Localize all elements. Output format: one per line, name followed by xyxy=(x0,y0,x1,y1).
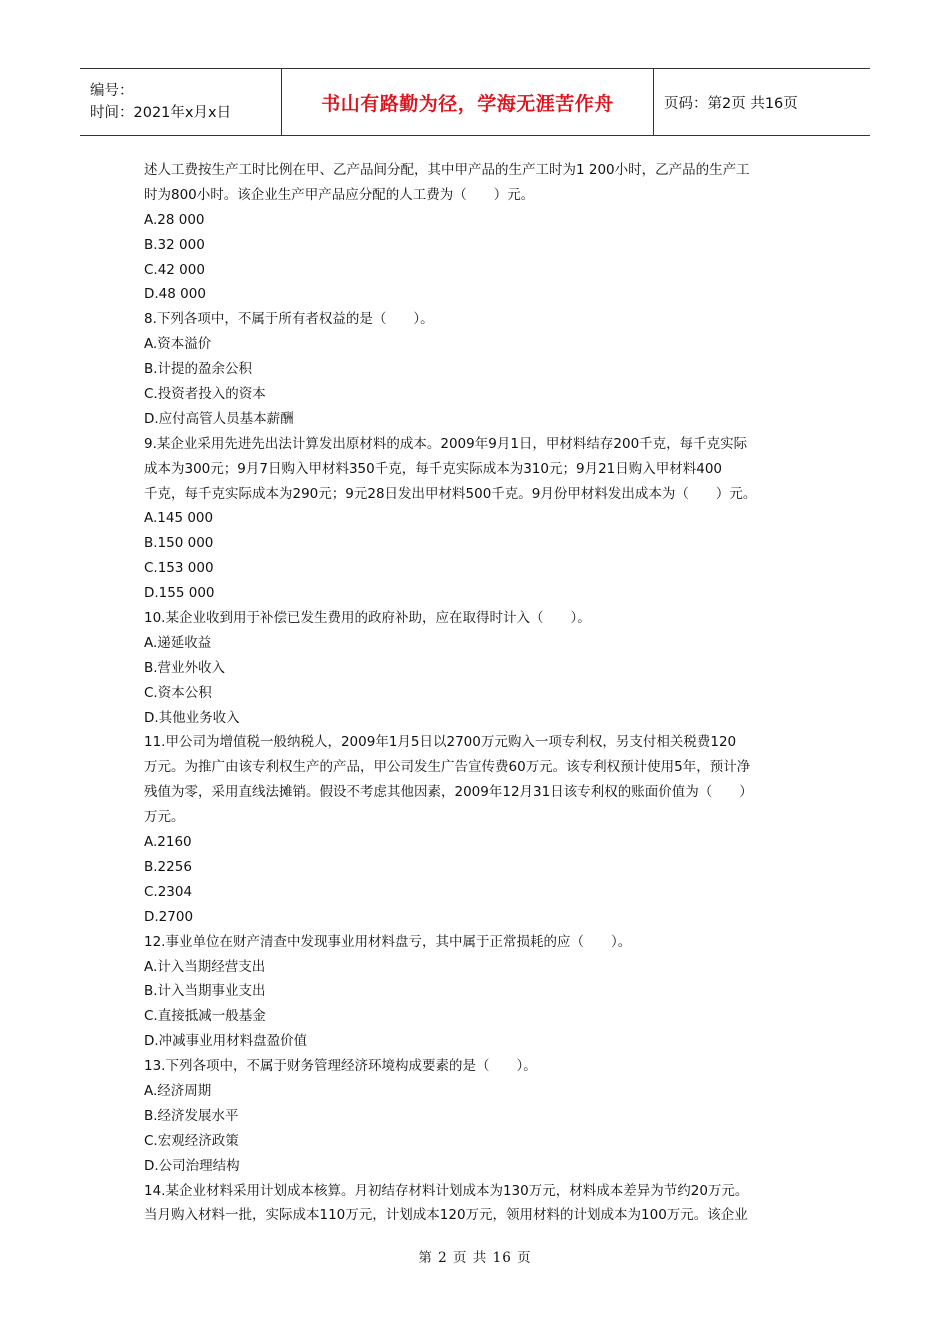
text-line: B.150 000 xyxy=(144,535,214,552)
document-body xyxy=(144,158,810,1228)
text-line: B.计提的盈余公积 xyxy=(144,361,253,378)
text-line: B.32 000 xyxy=(144,236,205,253)
page-footer: 第 2 页 共 16 页 xyxy=(418,1250,532,1266)
text-line: 11.甲公司为增值税一般纳税人，2009年1月5日以2700万元购入一项专利权，另支付相关税费120 xyxy=(144,734,737,751)
text-line: C.2304 xyxy=(144,883,193,900)
text-line: 千克，每千克实际成本为290元；9元28日发出甲材料500千克。9月份甲材料发出成本为（ ）元。 xyxy=(144,485,757,502)
text-line: 成本为300元；9月7日购入甲材料350千克，每千克实际成本为310元；9月21日购入甲材料400 xyxy=(144,460,723,477)
text-line: D.其他业务收入 xyxy=(144,709,240,726)
text-line: B.营业外收入 xyxy=(144,659,226,676)
text-line: B.计入当期事业支出 xyxy=(144,983,266,1000)
text-line: 时为800小时。该企业生产甲产品应分配的人工费为（ ）元。 xyxy=(144,186,535,203)
text-line: A.经济周期 xyxy=(144,1082,212,1099)
header-motto: 书山有路勤为径，学海无涯苦作舟 xyxy=(282,69,654,135)
document-number-label: 编号： xyxy=(90,83,134,99)
text-line: C.153 000 xyxy=(144,560,214,577)
text-line: 9.某企业采用先进先出法计算发出原材料的成本。2009年9月1日，甲材料结存200千克，每千克实际 xyxy=(144,435,748,452)
header-page-indicator: 页码：第2页 共16页 xyxy=(664,95,798,112)
text-line: B.经济发展水平 xyxy=(144,1107,239,1124)
text-line: 述人工费按生产工时比例在甲、乙产品间分配，其中甲产品的生产工时为1 200小时，乙产品的生产工 xyxy=(144,162,750,178)
page-header xyxy=(80,68,870,136)
text-line: A.2160 xyxy=(144,834,192,851)
text-line: 8.下列各项中，不属于所有者权益的是（ ）。 xyxy=(144,311,434,328)
text-line: 万元。为推广由该专利权生产的产品，甲公司发生广告宣传费60万元。该专利权预计使用5年，预计净 xyxy=(144,759,751,776)
text-line: 13.下列各项中，不属于财务管理经济环境构成要素的是（ ）。 xyxy=(144,1058,537,1075)
text-line: 万元。 xyxy=(144,809,185,826)
text-line: D.48 000 xyxy=(144,286,206,303)
text-line: D.2700 xyxy=(144,908,194,925)
header-meta xyxy=(80,69,282,135)
text-line: 14.某企业材料采用计划成本核算。月初结存材料计划成本为130万元，材料成本差异为节约20万元。 xyxy=(144,1182,749,1199)
document-date-label: 时间：2021年x月x日 xyxy=(90,105,232,121)
text-line: A.资本溢价 xyxy=(144,336,212,353)
text-line: D.应付高管人员基本薪酬 xyxy=(144,410,294,427)
text-line: C.投资者投入的资本 xyxy=(144,386,266,403)
text-line: D.公司治理结构 xyxy=(144,1157,240,1174)
text-line: C.直接抵减一般基金 xyxy=(144,1008,266,1025)
text-line: C.宏观经济政策 xyxy=(144,1132,239,1149)
text-line: A.递延收益 xyxy=(144,634,212,651)
text-line: D.冲减事业用材料盘盈价值 xyxy=(144,1033,308,1050)
text-line: A.145 000 xyxy=(144,510,214,527)
text-line: B.2256 xyxy=(144,858,192,875)
text-line: A.计入当期经营支出 xyxy=(144,958,266,975)
text-line: 当月购入材料一批，实际成本110万元，计划成本120万元，领用材料的计划成本为100万元。该企业 xyxy=(144,1207,748,1224)
text-line: 12.事业单位在财产清查中发现事业用材料盘亏，其中属于正常损耗的应（ ）。 xyxy=(144,933,632,950)
text-line: A.28 000 xyxy=(144,211,205,228)
text-line: 残值为零，采用直线法摊销。假设不考虑其他因素，2009年12月31日该专利权的账面价值为（ ） xyxy=(144,784,753,801)
text-line: 10.某企业收到用于补偿已发生费用的政府补助，应在取得时计入（ ）。 xyxy=(144,610,591,627)
text-line: D.155 000 xyxy=(144,585,215,602)
text-line: C.42 000 xyxy=(144,261,205,278)
text-line: C.资本公积 xyxy=(144,684,212,701)
